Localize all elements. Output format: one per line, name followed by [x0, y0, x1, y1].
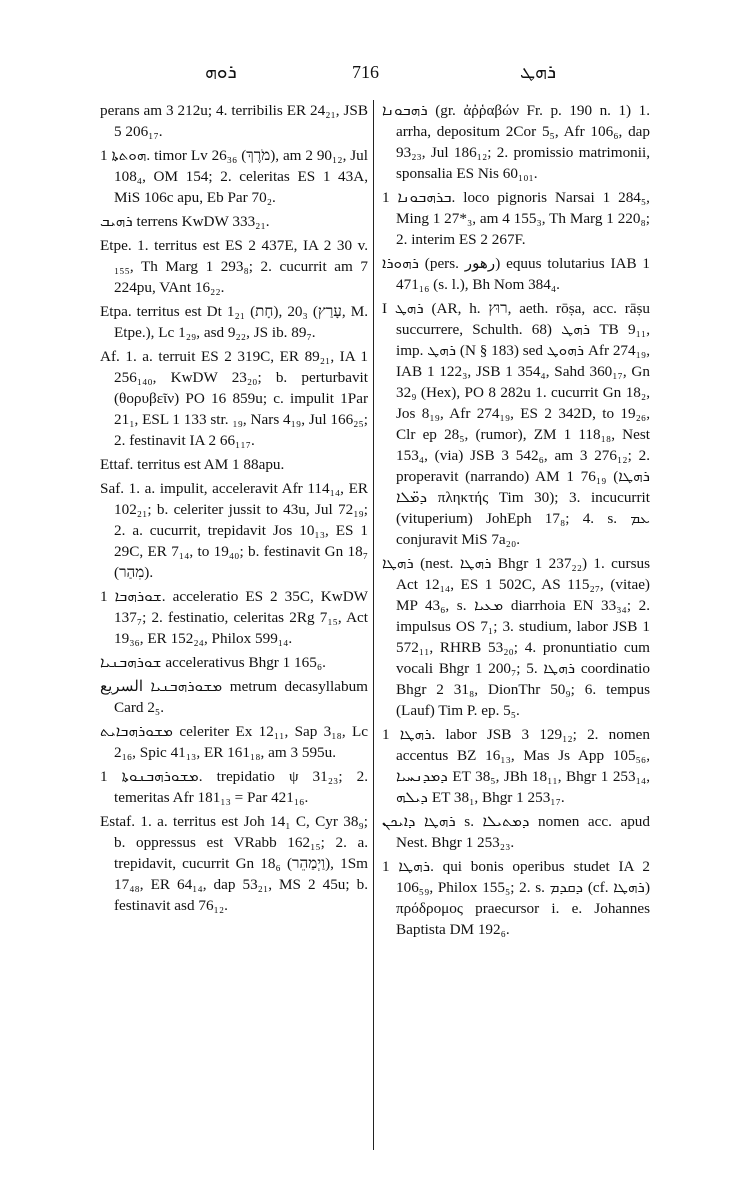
- entry-timor: ܗܘܬܬܐ 1. timor Lv 26₃₆ (מֹרֶךְ), am 2 90₁₂, Jul 108₄, OM 154; 2. celeritas ES 1 43A, MiS 106c apu, Eb Par 70₂.: [100, 147, 368, 206]
- entry-nomen-acc: ܪܗܛܐ ܕܐܝܟܢ s. ܕܡܬܝܠܐ nomen acc. apud Nest. Bhgr 1 253₂₃.: [382, 813, 650, 851]
- entry-loco-pignoris: ܒܪܗܒܘܢܐ 1. loco pignoris Narsai 1 284₅, Ming 1 27*₃, am 4 155₃, Th Marg 1 220₈; 2. interim ES 2 267F.: [382, 189, 650, 248]
- entry-accelerativus: ܫܘܪܗܒܢܝܐ accelerativus Bhgr 1 165₆.: [100, 654, 326, 671]
- entry-continuation: perans am 3 212u; 4. terribilis ER 24₂₁, JSB 5 206₁₇.: [100, 102, 368, 140]
- entry-metrum: ܡܫܘܪܗܒܢܝܐ السريع metrum decasyllabum Card 2₅.: [100, 678, 368, 716]
- entry-ettaf: Ettaf. territus est AM 1 88apu.: [100, 456, 285, 473]
- entry-celeriter: ܡܫܘܪܗܒܐܝܬ celeriter Ex 12₁₁, Sap 3₁₈, Lc 2₁₆, Spic 41₁₃, ER 161₁₈, am 3 595u.: [100, 723, 368, 761]
- entry-terrens: ܪܗܝܒ terrens KwDW 333₂₁.: [100, 213, 270, 230]
- right-column: [382, 100, 650, 943]
- entry-equus: ܪܗܘܪܐ (pers. رهور) equus tolutarius IAB 1 471₁₆ (s. l.), Bh Nom 384₄.: [382, 255, 650, 293]
- entry-etpa: Etpa. territus est Dt 1₂₁ (חָת), 20₃ (עָרַץ, M. Etpe.), Lc 1₂₉, asd 9₂₂, JS ib. 89₇.: [100, 303, 369, 341]
- entry-estaf: Estaf. 1. a. territus est Joh 14₁ C, Cyr 38₉; b. oppressus est VRabb 162₁₅; 2. a. trepidavit, cucurrit Gn 18₆ (וַיְמַהֵר), 1Sm 17₄₈, ER 64₁₄, dap 53₂₁, MS 2 45u; b. festinavit asd 76₁₂.: [100, 813, 368, 914]
- entry-acceleratio: ܫܘܪܗܒܐ 1. acceleratio ES 2 35C, KwDW 137₇; 2. festinatio, celeritas 2Rg 7₁₅, Act 19₃₆, ER 152₂₄, Philox 599₁₄.: [100, 588, 368, 647]
- entry-arrha: ܪܗܒܘܢܐ (gr. ἀῤῥαβών Fr. p. 190 n. 1) 1. arrha, depositum 2Cor 5₅, Afr 106₆, dap 93₂₃, Jul 186₁₂; 2. promissio matrimonii, sponsalia ES Nis 60₁₀₁.: [382, 102, 650, 182]
- running-head-left-word: ܪܘܗ: [205, 62, 237, 83]
- running-head: [0, 62, 750, 88]
- entry-praecursor: ܪܗܛܐ 1. qui bonis operibus studet IA 2 106₅₉, Philox 155₅; 2. s. ܕܩܕܡ (cf. ܪܗܛܐ) πρόδρομος praecursor i. e. Johannes Baptista DM 192₆.: [382, 858, 650, 938]
- entry-trepidatio: ܡܫܘܪܗܒܢܘܬܐ 1. trepidatio ψ 31₂₃; 2. temeritas Afr 181₁₃ = Par 421₁₆.: [100, 768, 369, 806]
- entry-cursus: ܪܗܛܐ (nest. ܪܗܛܐ Bhgr 1 237₂₂) 1. cursus Act 12₁₄, ES 1 502C, AS 115₂₇, (vitae) MP 43₆, s. ܡܥܝܐ diarrhoia EN 33₃₄; 2. impulsus OS 7₁; 3. studium, labor JSB 1 572₁₁, RHRB 53₂₀; 4. pronuntiatio cum vocali Bhgr 1 200₇; 5. ܪܗܛܐ coordinatio Bhgr 2 31₈, DionThr 50₉; 6. tempus (Lauf) Tim P. ep. 5₅.: [382, 555, 650, 719]
- running-head-right-word: ܪܗܛ: [520, 62, 557, 83]
- page-number: 716: [352, 62, 379, 82]
- entry-labor: ܪܗܛܐ 1. labor JSB 3 129₁₂; 2. nomen accentus BZ 16₁₃, Mas Js App 105₅₆, ܕܡܕܢܚܝܐ ET 38₅, JBh 18₁₁, Bhgr 1 253₁₄, ܕܝܠܗ ET 38₁, Bhgr 1 253₁₇.: [382, 726, 650, 806]
- entry-rht-root: I ܪܗܛ (AR, h. רוּץ, aeth. rōṣa, acc. rāṣu succurrere, Schulth. 68) ܪܗܛ TB 9₁₁, imp. ܪܗܛ (N § 183) sed ܪܗܘܛ Afr 274₁₉, IAB 1 122₃, JSB 1 354₄, Sahd 360₁₇, Gn 32₉ (Hex), PO 8 282u 1. cucurrit Gn 18₂, Jos 8₁₉, Afr 274₁₉, ES 2 342D, to 19₂₆, Clr ep 28₅, (rumor), ZM 1 118₁₈, Nest 153₄, (via) JSB 3 542₆, am 3 276₁₂; 2. properavit (narrando) AM 1 76₁₉ (ܪܗܛܐ ܕܡ̈ܠܐ πληκτής Tim 30); 3. incucurrit (vituperium) JohEph 17₈; 4. s. ܥܡ conjuravit MiS 7a₂₀.: [382, 300, 651, 548]
- entry-etpe: Etpe. 1. territus est ES 2 437E, IA 2 30 v. ₁₅₅, Th Marg 1 293₈; 2. cucurrit am 7 224pu, VAnt 16₂₂.: [100, 237, 368, 296]
- column-divider: [373, 100, 374, 1150]
- left-column: [100, 100, 368, 919]
- entry-saf: Saf. 1. a. impulit, acceleravit Afr 114₁₄, ER 102₂₁; b. celeriter jussit to 43u, Jul 72₁₉; 2. a. cucurrit, trepidavit Jos 10₁₃, ES 1 29C, ER 7₁₄, to 19₄₀; b. festinavit Gn 18₇ (מִהַר).: [100, 480, 368, 581]
- entry-af: Af. 1. a. terruit ES 2 319C, ER 89₂₁, IA 1 256₁₄₀, KwDW 23₂₀; b. perturbavit (θορυβεῖν) PO 16 859u; c. impulit 1Par 21₁, ESL 1 133 str. ₁₉, Nars 4₁₉, Jul 166₂₅; 2. festinavit IA 2 66₁₁₇.: [100, 348, 368, 449]
